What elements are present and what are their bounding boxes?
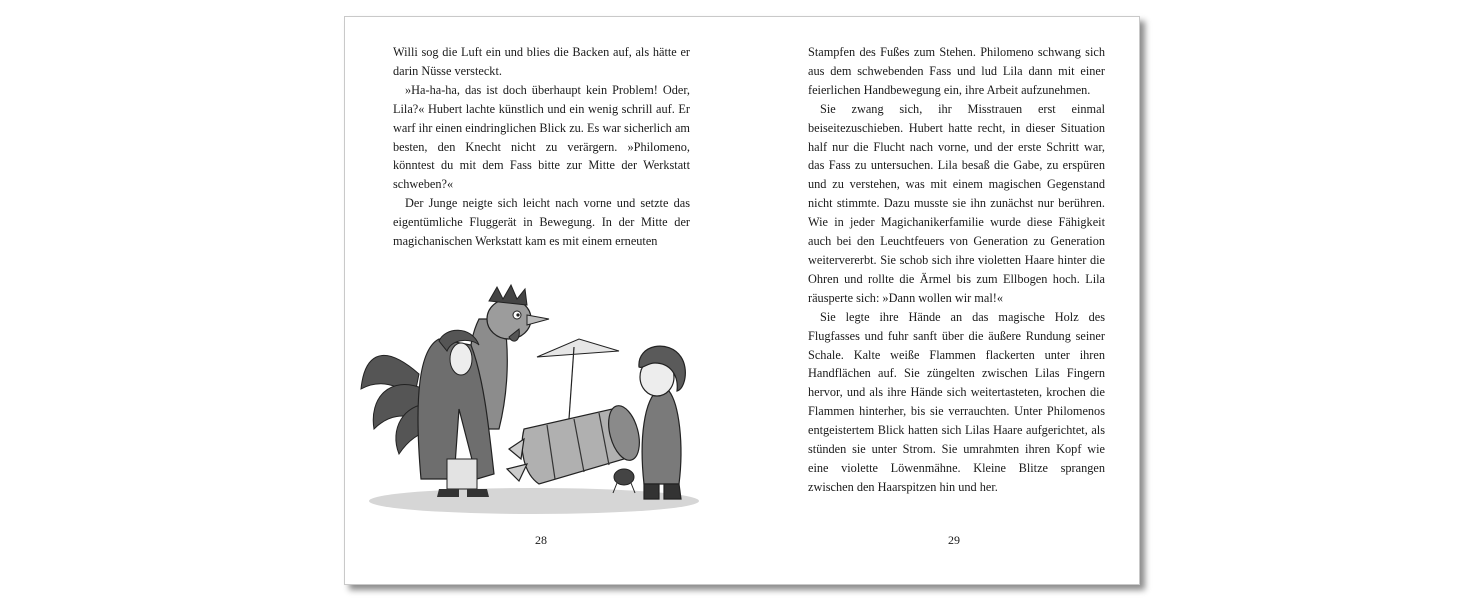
girl-lila xyxy=(639,346,685,499)
paragraph: Sie legte ihre Hände an das magische Holz des Flugfasses und fuhr sanft über die äußere Rundung seiner Schale. Kalte weiße Flammen flackerten unter ihren Handflächen auf. Sie züngelten zwischen Lilas Fingern hervor, und als ihre Hände sich weitertasteten, krochen die Flammen hinterher, bis sie verrauchten. Unter Philomenos entgeistertem Blick hatten sich Lilas Haare aufgerichtet, als stünden sie unter Strom. Sie umrahmten ihren Kopf wie eine violette Löwenmähne. Kleine Blitze sprangen zwischen den Haarspitzen hin und her. xyxy=(808,309,1105,494)
page-number: 29 xyxy=(948,533,960,547)
paragraph: Stampfen des Fußes zum Stehen. Philomeno schwang sich aus dem schwebenden Fass und lud Lila dann mit einer feierlichen Handbewegung ein, ihre Arbeit aufzunehmen. xyxy=(808,45,1105,97)
left-page-text xyxy=(393,43,690,251)
paragraph: Sie zwang sich, ihr Misstrauen erst einmal beiseitezuschieben. Hubert hatte recht, in dieser Situation half nur die Flucht nach vorne, und der erste Schritt war, das Fass zu untersuchen. Lila besaß die Gabe, zu erspüren und zu verstehen, was mit einem magischen Gegenstand nicht stimmte. Dazu musste sie ihn zunächst nur berühren. Wie in jeder Magichanikerfamilie wurde diese Fähigkeit auch bei den Leuchtfeuers von Generation zu Generation weitervererbt. Sie schob sich ihre violetten Haare hinter die Ohren und rollte die Ärmel bis zum Ellbogen hoch. Lila räusperte sich: »Dann wollen wir mal!« xyxy=(808,101,1105,305)
rooster-beak xyxy=(527,315,549,325)
right-page xyxy=(742,17,1139,584)
right-page-text xyxy=(808,43,1105,497)
paragraph: Willi sog die Luft ein und blies die Backen auf, als hätte er darin Nüsse versteckt. xyxy=(393,45,690,78)
small-critter xyxy=(613,469,635,493)
boy-face xyxy=(450,343,472,375)
umbrella xyxy=(537,339,619,357)
rooster-comb xyxy=(489,285,527,305)
left-page xyxy=(345,17,742,584)
paragraph: Der Junge neigte sich leicht nach vorne und setzte das eigentümliche Fluggerät in Bewegung. In der Mitte der magichanischen Werkstatt kam es mit einem erneuten xyxy=(393,196,690,249)
boy-legs xyxy=(447,459,477,489)
illustration-rooster-barrel xyxy=(359,279,704,519)
book-spread xyxy=(344,16,1140,585)
page-number: 28 xyxy=(535,533,547,547)
paragraph: »Ha-ha-ha, das ist doch überhaupt kein Problem! Oder, Lila?« Hubert lachte künstlich und ein wenig schrill auf. Er warf ihr einen eindringlichen Blick zu. Es war sicherlich am besten, den Knecht nicht zu verärgern. »Philomeno, könntest du mit dem Fass bitte zur Mitte der Werkstatt schweben?« xyxy=(393,82,690,192)
